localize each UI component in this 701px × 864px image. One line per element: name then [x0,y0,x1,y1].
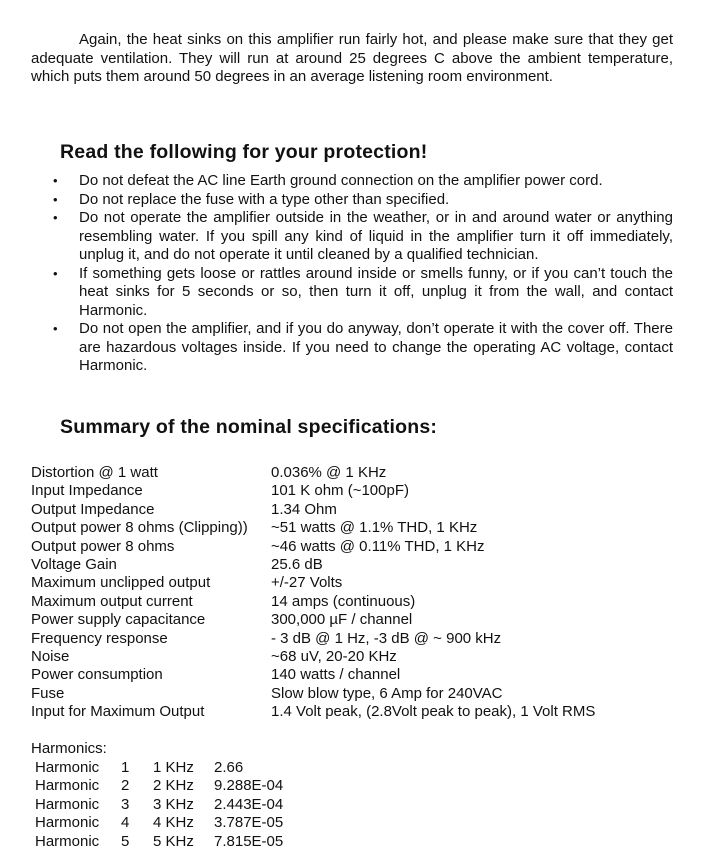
spec-value: 140 watts / channel [271,666,401,684]
protection-list [50,172,673,376]
harmonic-value: 2.66 [214,759,244,776]
spec-label: Power supply capacitance [31,611,206,629]
harmonic-name: Harmonic [35,777,100,795]
table-row [31,593,595,611]
spec-label: Fuse [31,684,65,702]
spec-label: Maximum unclipped output [31,574,211,592]
table-row [35,833,283,851]
list-item-text: Do not defeat the AC line Earth ground connection on the amplifier power cord. [79,172,603,189]
intro-text: Again, the heat sinks on this amplifier run fairly hot, and please make sure that they get adequate ventilation. They will run at around 25 degrees C above the ambient temperature, which puts them around 50 degrees in an average listening room environment. [31,31,673,85]
harmonics-title: Harmonics: [31,740,107,757]
harmonic-number: 4 [121,814,130,832]
harmonic-number: 5 [121,832,130,850]
list-item-text: Do not open the amplifier, and if you do anyway, don’t operate it with the cover off. There are hazardous voltages inside. If you need to change the operating AC voltage, contact Harmonic. [79,320,673,374]
spec-label: Maximum output current [31,592,193,610]
table-row [35,796,283,814]
list-item-text: Do not operate the amplifier outside in the weather, or in and around water or anything resembling water. If you spill any kind of liquid in the amplifier turn it off immediately, unplug it, and do not operate it until cleaned by a qualified technician. [79,209,673,263]
table-row [31,482,595,500]
harmonic-name: Harmonic [35,759,100,776]
table-row [31,519,595,537]
spec-label: Noise [31,648,70,666]
harmonic-number: 1 [121,759,130,776]
list-item [50,265,673,321]
table-row [35,777,283,795]
table-row [31,630,595,648]
harmonic-number: 3 [121,795,130,813]
table-row [31,574,595,592]
spec-label: Input Impedance [31,482,143,500]
spec-value: Slow blow type, 6 Amp for 240VAC [271,684,503,702]
spec-value: 300,000 µF / channel [271,611,413,629]
spec-label: Power consumption [31,666,163,684]
table-row [31,703,595,721]
spec-label: Output Impedance [31,500,155,518]
spec-value: ~46 watts @ 0.11% THD, 1 KHz [271,537,485,555]
table-row [31,611,595,629]
spec-value: ~68 uV, 20-20 KHz [271,648,397,666]
harmonic-value: 7.815E-05 [214,832,284,850]
spec-label: Output power 8 ohms (Clipping)) [31,519,248,537]
spec-value: 14 amps (continuous) [271,592,416,610]
table-row [31,648,595,666]
table-row [31,464,595,482]
spec-label: Frequency response [31,629,168,647]
harmonic-number: 2 [121,777,130,795]
harmonic-frequency: 3 KHz [153,795,194,813]
specs-heading: Summary of the nominal specifications: [60,416,438,438]
bullet-icon: • [53,173,58,188]
table-row [31,538,595,556]
table-row [31,666,595,684]
harmonic-value: 3.787E-05 [214,814,284,832]
list-item [50,172,673,191]
spec-value: 0.036% @ 1 KHz [271,464,387,481]
harmonic-name: Harmonic [35,832,100,850]
harmonic-name: Harmonic [35,795,100,813]
spec-value: 1.4 Volt peak, (2.8Volt peak to peak), 1 Volt RMS [271,703,596,721]
table-row [31,556,595,574]
bullet-icon: • [53,191,58,207]
spec-value: - 3 dB @ 1 Hz, -3 dB @ ~ 900 kHz [271,629,502,647]
spec-label: Output power 8 ohms [31,537,175,555]
bullet-icon: • [53,265,58,281]
list-item [50,320,673,376]
list-item [50,209,673,265]
list-item [50,191,673,210]
table-row [31,685,595,703]
spec-value: 25.6 dB [271,556,323,574]
harmonic-frequency: 1 KHz [153,759,194,776]
list-item-text: If something gets loose or rattles around inside or smells funny, or if you can’t touch the heat sinks for 5 seconds or so, then turn it off, unplug it from the wall, and contact Harmonic. [79,264,673,319]
table-row [35,759,283,777]
harmonics-table [35,759,283,851]
harmonic-frequency: 4 KHz [153,814,194,832]
spec-label: Distortion @ 1 watt [31,464,158,481]
harmonic-frequency: 2 KHz [153,777,194,795]
protection-heading: Read the following for your protection! [60,141,428,163]
spec-label: Voltage Gain [31,556,117,574]
spec-label: Input for Maximum Output [31,703,205,721]
specs-table [31,464,595,722]
list-item-text: Do not replace the fuse with a type other than specified. [79,190,450,208]
table-row [35,814,283,832]
harmonic-frequency: 5 KHz [153,832,194,850]
harmonic-value: 9.288E-04 [214,777,284,795]
harmonic-name: Harmonic [35,814,100,832]
spec-value: ~51 watts @ 1.1% THD, 1 KHz [271,519,478,537]
spec-value: 101 K ohm (~100pF) [271,482,409,500]
table-row [31,501,595,519]
spec-value: 1.34 Ohm [271,500,337,518]
spec-value: +/-27 Volts [271,574,343,592]
bullet-icon: • [53,321,58,336]
bullet-icon: • [53,210,58,225]
harmonic-value: 2.443E-04 [214,795,284,813]
intro-paragraph [31,31,673,87]
